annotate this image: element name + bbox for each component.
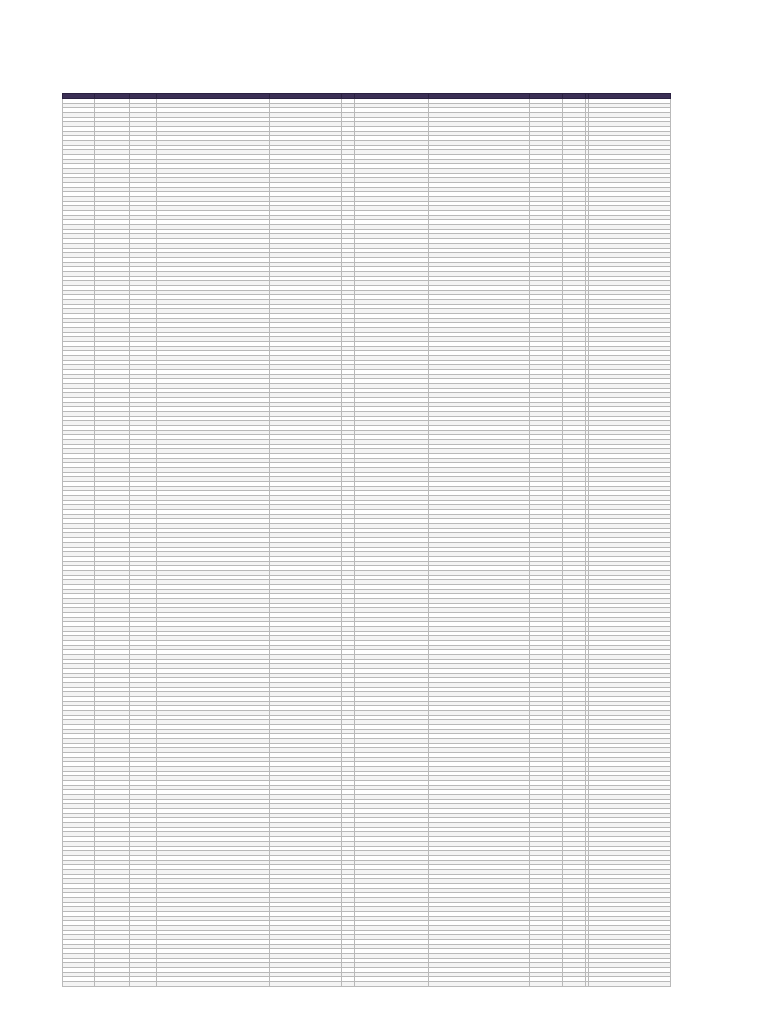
table-row [63,981,671,986]
table-body [63,99,671,987]
table-cell[interactable] [63,981,95,986]
table-cell[interactable] [429,981,530,986]
data-table [62,93,671,987]
table-cell[interactable] [130,981,157,986]
table-cell[interactable] [589,981,671,986]
document-title-line-2 [66,73,186,78]
table-cell[interactable] [95,981,130,986]
table-cell[interactable] [355,981,429,986]
document-title [66,68,186,78]
table-cell[interactable] [530,981,563,986]
table-cell[interactable] [342,981,355,986]
table-cell[interactable] [563,981,586,986]
red-notice-line-2 [260,84,510,88]
red-notice [260,80,510,88]
table-cell[interactable] [157,981,270,986]
table-cell[interactable] [270,981,342,986]
